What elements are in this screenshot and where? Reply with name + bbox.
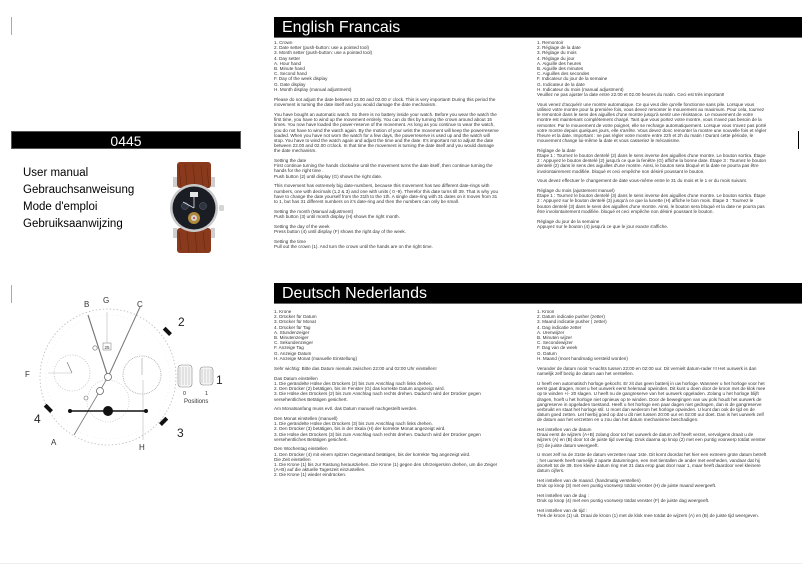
part-item: H. Maand (moet handmatig versteld worden) (537, 355, 628, 361)
part-item: 2. Drücker für Datum (274, 314, 317, 320)
paragraph: Appuyez sur le bouton (4) jusqu'à ce que le jour exacte s'affiche. (537, 223, 669, 229)
svg-text:1: 1 (205, 391, 209, 397)
heading: Het instellen van de maand. (handmatig verstellen) (537, 477, 641, 483)
warning-paragraph: Please do not adjust the date between 22.00 and 02.00 o' clock. This is very important! During this period the movement is turning the date itself and you would damage the date mechanism. (274, 97, 496, 108)
part-item: C. Secondewijzer (537, 340, 573, 346)
paragraph: Press button (4) until display (F) shows the right day of the week. (274, 228, 407, 234)
svg-text:4: 4 (34, 412, 41, 426)
svg-text:25: 25 (104, 345, 110, 350)
part-item: 1. Remontoir (537, 40, 564, 45)
paragraph: U moet zelf na de 31ste de datum verzetten naar 1ste. Dit komt doordat het hier een extreem grote datum betreft ; het uurwerk heeft namelijk 2 aparte datumringen, een met tientallen de ander met eenheden, vandaar dat hij doortelt tot de 39. Een kleine datum ring met 31 data erop gaat door naar 1, maar heeft daardoor veel kleinere datum cijfers. (537, 452, 767, 473)
part-item: A. Stundenzeiger (274, 329, 310, 335)
paragraph: Push button (3) until month display (H) shows the right month. (274, 213, 400, 219)
automatic-paragraph: Vous venez d'acquérir une montre automatique. Ce qui veut dire qu'elle fonctionne sans pile. Lorsque vous utilisez votre montre pour la première fois, vous devez remonter le mouvement au maximum. Pour cela, tournez le remontoir dans le sens des aiguilles d'une montre jusqu'à sentir une résistance. Le mouvement de votre montre est maintenant complètement chargé. Tant que vous portez votre montre, vous n'avez pas besoin de la remonter. Par le mouvement de votre poignet, elle se recharge automatiquement. Lorsque vous n'avez pas porté votre montre depuis quelques jours, elle s'arrête. Vous devez donc remonter la montre une nouvelle fois et régler l'heure et la date. Important : ne pas régler votre montre entre 22h et 2h du matin ! Durant cette période, le mouvement change lui-même la date et vous casseriez le mécanisme. (537, 101, 767, 144)
part-item: C. Sekundenzeiger (274, 340, 314, 346)
english-column (274, 40, 500, 253)
paragraph: Étape 1 : Tournez le bouton dentelé (2) dans le sens inverse des aiguilles d'une montre. Le bouton sortira. Étape 2 : Appuyez le bouton dentelé (2) jusqu'à ce que la fenêtre (G) affiche la bonne date. Étape 3 : Tournez le bouton dentelé (2) dans le sens des aiguilles d'une montre. Ainsi, le bouton sera bloqué et la date ne pourra pas être involontairement modifiée. bloqué et ceci empêche non désiré poussant le bouton. (537, 153, 767, 174)
part-item: H. Month display (manual adjustment) (274, 86, 352, 92)
dutch-column (537, 309, 767, 522)
part-item: 2. Réglage de la date (537, 45, 581, 51)
part-item: B. Aiguille des minutes (537, 66, 584, 72)
step: 2. Den Drücker (3) betätigen, bis in der Skala (H) der korrekte Monat angezeigt wird. (274, 426, 446, 432)
part-item: 3. Réglage du mois (537, 50, 577, 56)
watch-photo (155, 160, 235, 255)
part-item: C. Second hand (274, 71, 307, 77)
part-item: H. Anzeige Monat (manuelle Einstellung) (274, 355, 357, 361)
paragraph: Pull out the crown (1). And turn the crown until the hands are on the right time. (274, 243, 433, 249)
warning-paragraph: Sehr wichtig: Bitte das Datum niemals zwischen 22:00 und 02:00 Uhr einstellen! (274, 366, 437, 372)
paragraph: Push button (2) until display (G) shows the right date. (274, 173, 383, 179)
paragraph: This movement has extremely big date-numbers, because this movement has two different date-rings with numbers, one with decimals (1,2 & 3) and one with units ( 0 -9). Therefor this date turns till 39. That is why you have to change the date yourself from the 31th to the 1th. A single date-ring with 31 dates on it moves from 31 to 1, but has 31 different numbers on it's date-ring and then the numbers can only be small. (274, 183, 499, 204)
heading: Het instellen van de dag : (537, 492, 589, 498)
part-item: H. Indicateur du mois (manual adjustment) (537, 86, 624, 92)
paragraph: Étape 1 : Tournez le bouton dentelé (3) dans le sens inverse des aiguilles d'une montre. Le bouton sortira. Étape 2 : Appuyez sur le bouton dentelé (3) jusqu'à ce que la lunette (H) affiche le bon mois. Étape 3 : Tournez le bouton dentelé (3) dans le sens des aiguilles d'une montre. Ainsi, le bouton sera bloqué et la date ne pourra pas être involontairement modifiée. bloqué et ceci empêche non désiré poussant le bouton. (537, 193, 766, 214)
part-item: 4. Drücker für Tag (274, 324, 311, 330)
cover-page (0, 0, 262, 567)
heading: Den Monat einstellen (manuell) (274, 415, 338, 421)
heading: Das Datum einstellen (274, 375, 318, 381)
svg-text:H: H (139, 443, 145, 452)
heading: Den Wochentag einstellen (274, 446, 328, 452)
part-item: B. Minutenzeiger (274, 335, 309, 341)
heading: Réglage du jour de la semaine (537, 218, 600, 224)
part-item: 3. Drücker für Monat (274, 319, 316, 325)
page-edge-mark (11, 285, 12, 303)
step: 1. Den Drücker (4) mit einem spitzen Gegenstand betätigen, bis der korrekte Tag angezeigt wird. (274, 451, 471, 457)
step: 1. Die gerändelte Hülse des Drückers (2) bis zum Anschlag nach links drehen. (274, 380, 433, 386)
part-item: G. Datum (537, 350, 557, 356)
step: 3. Die Hülse des Drückers (3) bis zum Anschlag nach rechts drehen. Dadurch wird der Drücker gegen versehentliches Betätigen gesichert. (274, 431, 481, 442)
instructions-page (262, 0, 802, 567)
part-item: F. Day of the week display (274, 76, 328, 82)
title-dutch: Gebruiksaanwijzing (23, 218, 123, 230)
svg-text:A: A (51, 438, 57, 447)
section-header-english-french: English Francais (274, 17, 802, 38)
svg-text:C: C (137, 300, 143, 309)
svg-text:G: G (103, 296, 110, 305)
page-edge-mark (798, 131, 799, 149)
part-item: 3. Maand indicatie pusher ( zetter) (537, 319, 607, 325)
part-item: F. Indicateur du jour de la semaine (537, 76, 608, 82)
part-item: C. Aiguilles des secondes (537, 71, 590, 77)
part-item: 4. Day setter (274, 55, 301, 61)
step: 3. Die Hülse des Drückers (2) bis zum Anschlag nach rechts drehen. Dadurch wird der Drücker gegen versehentliches Betätigen gesichert. (274, 391, 481, 402)
heading: Setting the time (274, 238, 306, 244)
heading: Het instellen van de tijd : (537, 507, 588, 513)
german-parts-list (274, 309, 504, 361)
title-german: Gebrauchsanweisung (23, 184, 135, 196)
svg-text:Positions: Positions (184, 399, 209, 405)
german-column (274, 309, 504, 478)
part-item: 1. Crown (274, 40, 293, 45)
part-item: A. Hour hand (274, 60, 302, 66)
part-item: 2. Datum indicatie pusher (zetter) (537, 314, 605, 320)
french-column (537, 40, 767, 234)
warning-paragraph: Verander de datum nooit 's-nachts tussen 22:00 en 02:00 uur. Dit vernielt datum-rader !!! Het uurwerk is dan namelijk zelf bezig de datum aan het verstellen. (537, 366, 757, 377)
title-english: User manual (23, 167, 89, 179)
paragraph: Draai eerst de wijzers (A+B) zolang door tot het uurwerk de datum zelf heeft verzet, vervolgens draait u de wijzers (A) en (B) door tot de juiste tijd overdag. Druk daarna op knop (2) met een puntig voorwerp totdat venster (G) de juiste datum weergeeft. (537, 432, 766, 448)
part-item: G. Indicateur de la date (537, 81, 585, 87)
part-item: A. Aiguille des heures (537, 60, 582, 66)
heading: Setting the date (274, 158, 307, 164)
title-french: Mode d'emploi (23, 201, 98, 213)
svg-text:B: B (84, 300, 90, 309)
part-item: F. Anzeige Tag (274, 345, 304, 351)
svg-text:0: 0 (183, 391, 187, 397)
step: 2. Den Drücker (2) betätigen, bis im Fenster (G) das korrekte Datum angezeigt wird. (274, 386, 445, 392)
automatic-paragraph: U heeft een automatisch horloge gekocht. Er zit dus geen batterij in uw horloge. Wanneer u het horloge voor het eerst gaat dragen, moet u het uurwerk eerst helemaal opwinden. Dit kunt u doen door de kroon met de klok mee op te winden +/- 20 slagen. U heeft nu de gangreserve van het uurwerk opgeladen. Zolang u het horloge blijft dragen, hoeft u het horloge niet opnieuw op te winden. Door de bewegingen van uw pols houdt het uurwerk de gangreserve in opgeladen toestand. Heeft u het horloge een paar dagen niet gedragen, dan is de gangreserve verbruikt en staat het horloge stil. U moet dan wederom het horloge opwinden. U kunt dan ook de tijd en de datum goed zetten. Let hierbij goed op dat u dit niet tussen 20:00 uur en 02:00 uur doet. Dan is het uurwerk zelf de datum aan het verzetten en u zou dan het datum mechanisme beschadigen. (537, 380, 766, 423)
part-item: F. Dag van de week (537, 345, 578, 351)
heading: Die Zeit einstellen (274, 456, 311, 462)
automatic-paragraph: You have bought an automatic watch. So there is no battery inside your watch. Before you wear the watch the first time, you have to wind up the movement entirely. You can do this by turning the crown around about 15 times. You now have loaded the power-reserve of the movement. As long as you continue to wear the watch, you do not have to wind the watch again. By the motion of your wrist the movement will keep the powerreserve loaded. When you have not worn the watch for a few days, the powerreserve is used up and the watch will stop. You have to wind the watch again and adjust the time and the date. It's important not to adjust the date between 22.00 and 02.00 o'clock. In that time the movement is turning the date itself and you would damage the date mechanism. (274, 111, 499, 154)
part-item: 4. Dag indicatie zetter (537, 324, 582, 330)
section-header-german-dutch: Deutsch Nederlands (274, 283, 802, 304)
part-item: G. Anzeige Datum (274, 350, 312, 356)
part-item: 2. Date setter (push-button: use a pointed tool) (274, 45, 369, 51)
part-item: B. Minute hand (274, 66, 305, 72)
step: 2. Die Krone (1) wieder eindrücken. (274, 472, 347, 478)
model-number-bar: 0445 (11, 131, 241, 149)
heading: Setting the month (Manual adjustment) (274, 208, 354, 214)
warning-paragraph: Veuillez ne pas ajuster la date entre 22.00 et 02.00 heures du matin. Ceci est très important! (537, 92, 725, 98)
paragraph: Druk op knop (3) met een puntig voorwerp totdat venster (H) de juiste maand weergeeft. (537, 482, 717, 488)
heading: Setting the day of the week (274, 223, 330, 229)
page-edge-mark (11, 17, 12, 35)
paragraph: First continue turning the hands clockwise until the movement turns the date itself, then continue turning the hands for the right time . (274, 163, 493, 174)
step: 1. Die gerändelte Hülse des Drückers (3) bis zum Anschlag nach links drehen. (274, 421, 433, 427)
step: 1. Die Krone (1) bis zur Rastung herausziehen. Die Krone (1) gegen den Uhrzeigersinn drehen, um die Zeiger (A+B) auf die aktuelle Tageszeit einzustellen. (274, 462, 498, 473)
svg-text:3: 3 (177, 426, 184, 440)
part-item: 1. Krone (274, 309, 292, 314)
watch-diagram (20, 285, 230, 455)
svg-text:2: 2 (178, 315, 185, 329)
part-item: G. Date display (274, 81, 306, 87)
paragraph: Vous devez effectuer le changement de date vous-même entre le 31 du mois et le 1 er du mois suivant. (537, 178, 748, 184)
heading: Réglage du mois (ajustement manuel) (537, 188, 615, 194)
paragraph: Trek de kroon (1) uit. Draai de kroon (1) met de klok mee totdat de wijzers (A) en (B) de juiste tijd weergeven. (537, 512, 759, 518)
svg-text:1: 1 (216, 373, 223, 387)
english-parts-list (274, 40, 500, 92)
part-item: A. Urenwijzer (537, 329, 565, 335)
heading: Het instellen van de datum (537, 427, 592, 433)
part-item: 4. Réglage du jour (537, 55, 575, 61)
part-item: 3. Month setter (push-button: use a pointed tool) (274, 50, 373, 56)
paragraph: Am Monatsanfang muss evtl. das Datum manuell nachgestellt werden. (274, 406, 418, 412)
page-bottom-edge (0, 563, 802, 564)
svg-text:F: F (25, 370, 30, 379)
manual-title-list (23, 165, 134, 233)
paragraph: Druk op knop (4) met een puntig voorwerp totdat venster (F) de juiste dag weergeeft. (537, 497, 710, 503)
heading: Réglage de la date (537, 147, 576, 153)
part-item: B. Minuten wijzer (537, 335, 572, 341)
french-parts-list (537, 40, 767, 92)
dutch-parts-list (537, 309, 767, 361)
part-item: 1. Kroon (537, 309, 555, 314)
